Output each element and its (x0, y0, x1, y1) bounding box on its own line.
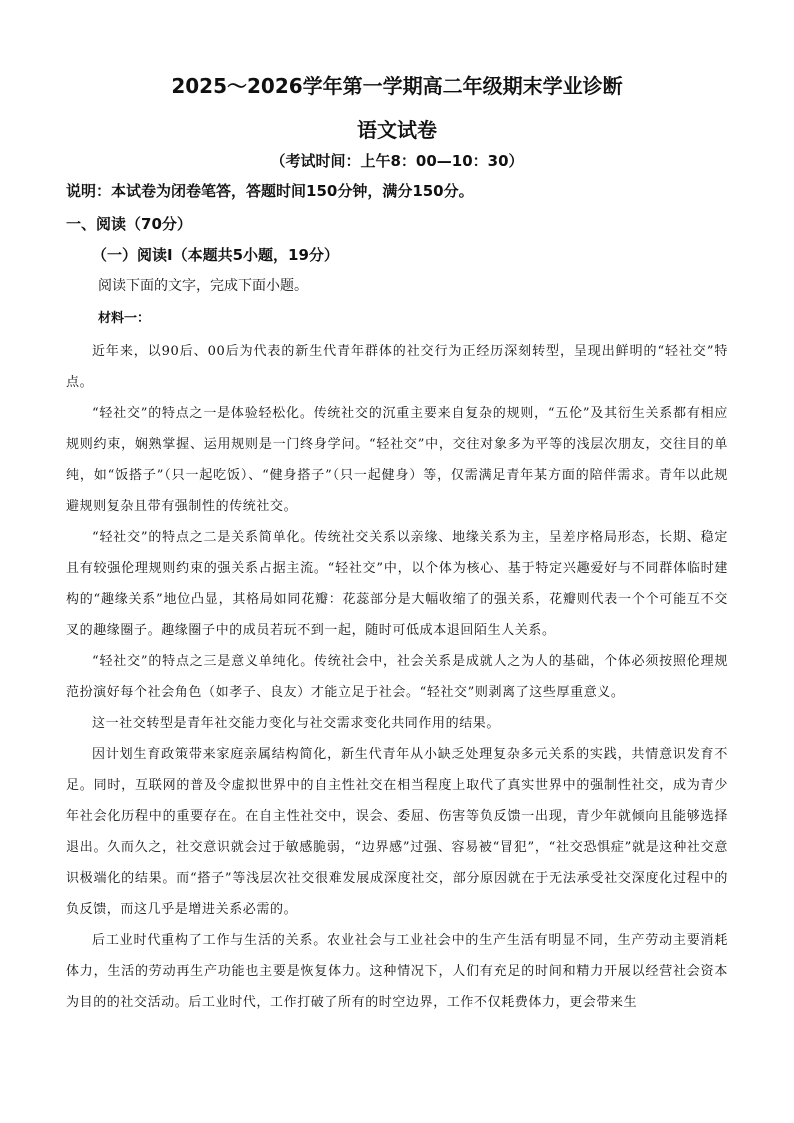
exam-title: 2025～2026学年第一学期高二年级期末学业诊断 (171, 74, 623, 98)
section-heading: 一、阅读（70分） (66, 215, 192, 233)
reading-instruction: 阅读下面的文字，完成下面小题。 (98, 278, 308, 294)
subsection-heading: （一）阅读Ⅰ（本题共5小题，19分） (92, 246, 339, 264)
passage-paragraph: 这一社交转型是青年社交能力变化与社交需求变化共同作用的结果。 (92, 716, 501, 731)
passage-paragraph: “轻社交”的特点之三是意义单纯化。传统社会中，社会关系是成就人之为人的基础，个体必须按照伦理规范扮演好每个社会角色（如孝子、良友）才能立足于社会。“轻社交”则剥离了这些厚重意义。 (66, 654, 728, 700)
passage-paragraph: 因计划生育政策带来家庭亲属结构简化，新生代青年从小缺乏处理复杂多元关系的实践，共情意识发育不足。同时，互联网的普及令虚拟世界中的自主性社交在相当程度上取代了真实世界中的强制性社交，成为青少年社会化历程中的重要存在。在自主性社交中，误会、委屈、伤害等负反馈一出现，青少年就倾向且能够选择退出。久而久之，社交意识就会过于敏感脆弱，“边界感”过强、容易被“冒犯”，“社交恐惧症”就是这种社交意识极端化的结果。而“搭子”等浅层次社交很难发展成深度社交，部分原因就在于无法承受社交深度化过程中的负反馈，而这几乎是增进关系必需的。 (66, 747, 728, 917)
subject-title: 语文试卷 (357, 118, 437, 142)
material-label: 材料一： (98, 311, 151, 326)
passage-paragraph: 近年来，以90后、00后为代表的新生代青年群体的社交行为正经历深刻转型，呈现出鲜明的“轻社交”特点。 (66, 344, 728, 390)
passage-paragraph: 后工业时代重构了工作与生活的关系。农业社会与工业社会中的生产生活有明显不同，生产劳动主要消耗体力，生活的劳动再生产功能也主要是恢复体力。这种情况下，人们有充足的时间和精力开展以经营社会资本为目的的社交活动。后工业时代，工作打破了所有的时空边界，工作不仅耗费体力，更会带来生 (66, 933, 728, 1010)
reading-passage (66, 336, 728, 1018)
exam-time: （考试时间：上午8：00—10：30） (270, 152, 524, 170)
exam-note: 说明：本试卷为闭卷笔答，答题时间150分钟，满分150分。 (66, 182, 474, 200)
passage-paragraph: “轻社交”的特点之二是关系简单化。传统社交关系以亲缘、地缘关系为主，呈差序格局形态，长期、稳定且有较强伦理规则约束的强关系占据主流。“轻社交”中，以个体为核心、基于特定兴趣爱好与不同群体临时建构的“趣缘关系”地位凸显，其格局如同花瓣：花蕊部分是大幅收缩了的强关系，花瓣则代表一个个可能互不交叉的趣缘圈子。趣缘圈子中的成员若玩不到一起，随时可低成本退回陌生人关系。 (66, 530, 728, 638)
passage-paragraph: “轻社交”的特点之一是体验轻松化。传统社交的沉重主要来自复杂的规则，“五伦”及其衍生关系都有相应规则约束，娴熟掌握、运用规则是一门终身学问。“轻社交”中，交往对象多为平等的浅层次朋友，交往目的单纯，如“饭搭子”（只一起吃饭）、“健身搭子”（只一起健身）等，仅需满足青年某方面的陪伴需求。青年以此规避规则复杂且带有强制性的传统社交。 (66, 406, 728, 514)
